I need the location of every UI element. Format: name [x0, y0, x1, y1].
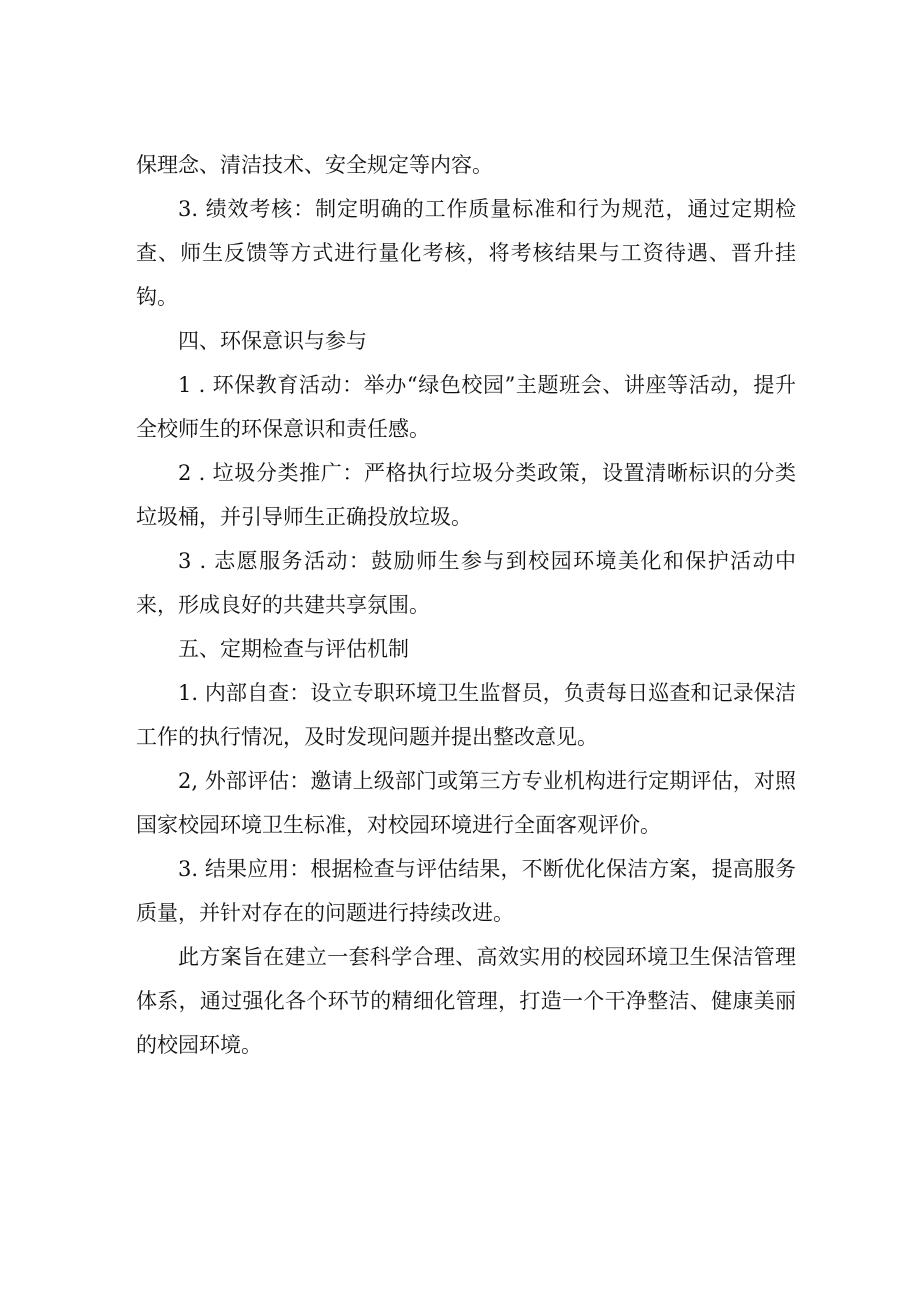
paragraph-environmental-education: 1 . 环保教育活动：举办“绿色校园”主题班会、讲座等活动，提升全校师生的环保意识和责任感。 — [136, 373, 796, 441]
paragraph-volunteer-service: 3 . 志愿服务活动：鼓励师生参与到校园环境美化和保护活动中来，形成良好的共建共享氛围。 — [136, 549, 796, 617]
document-body — [136, 143, 796, 1067]
paragraph-conclusion: 此方案旨在建立一套科学合理、高效实用的校园环境卫生保洁管理体系，通过强化各个环节的精细化管理，打造一个干净整洁、健康美丽的校园环境。 — [136, 945, 796, 1057]
paragraph-external-evaluation: 2, 外部评估：邀请上级部门或第三方专业机构进行定期评估，对照国家校园环境卫生标准，对校园环境进行全面客观评价。 — [136, 769, 796, 837]
section-heading-environmental-awareness: 四、环保意识与参与 — [178, 329, 367, 353]
paragraph-continuation: 保理念、清洁技术、安全规定等内容。 — [136, 153, 493, 177]
paragraph-performance-assessment: 3. 绩效考核：制定明确的工作质量标准和行为规范，通过定期检查、师生反馈等方式进行量化考核，将考核结果与工资待遇、晋升挂钩。 — [136, 197, 796, 309]
paragraph-garbage-sorting: 2 . 垃圾分类推广：严格执行垃圾分类政策，设置清晰标识的分类垃圾桶，并引导师生正确投放垃圾。 — [136, 461, 796, 529]
paragraph-internal-inspection: 1. 内部自查：设立专职环境卫生监督员，负责每日巡查和记录保洁工作的执行情况，及时发现问题并提出整改意见。 — [136, 681, 796, 749]
section-heading-inspection-evaluation: 五、定期检查与评估机制 — [178, 637, 409, 661]
paragraph-result-application: 3. 结果应用：根据检查与评估结果，不断优化保洁方案，提高服务质量，并针对存在的问题进行持续改进。 — [136, 857, 796, 925]
